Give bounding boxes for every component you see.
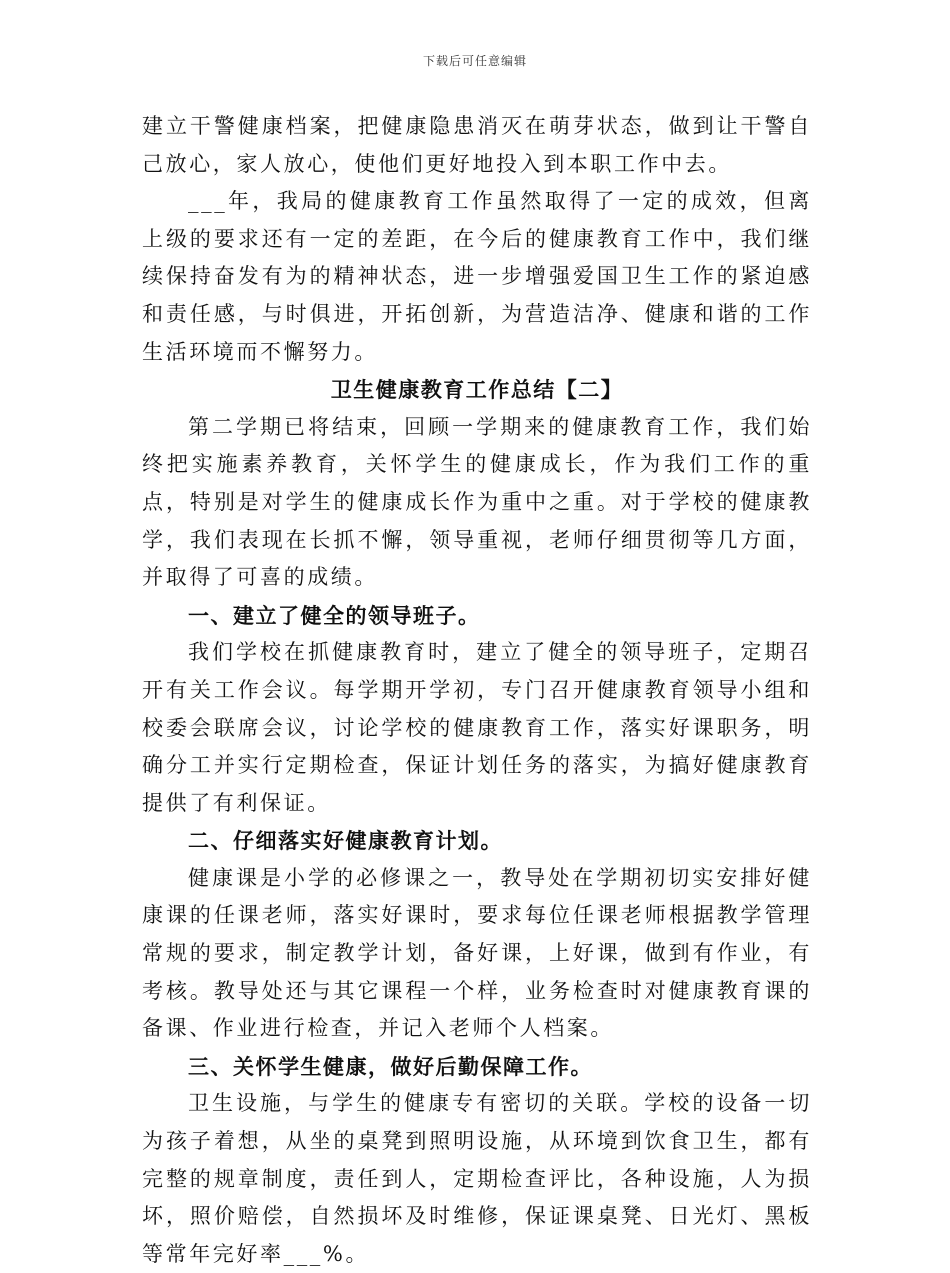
paragraph-continued: 建立干警健康档案，把健康隐患消灭在萌芽状态，做到让干警自己放心，家人放心，使他们更好地投入到本职工作中去。 <box>142 114 812 176</box>
page-header-note: 下载后可任意编辑 <box>422 54 527 68</box>
paragraph-plan: 健康课是小学的必修课之一，教导处在学期初切实安排好健康课的任课老师，落实好课时，要求每位任课老师根据教学管理常规的要求，制定教学计划，备好课，上好课，做到有作业，有考核。教导处还与其它课程一个样，业务检查时对健康教育课的备课、作业进行检查，并记入老师个人档案。 <box>142 865 812 1041</box>
paragraph-year-summary: ___年，我局的健康教育工作虽然取得了一定的成效，但离上级的要求还有一定的差距，在今后的健康教育工作中，我们继续保持奋发有为的精神状态，进一步增强爱国卫生工作的紧迫感和责任感，与时俱进，开拓创新，为营造洁净、健康和谐的工作生活环境而不懈努力。 <box>142 189 812 364</box>
section-title: 卫生健康教育工作总结【二】 <box>330 377 624 403</box>
subheading-logistics: 三、关怀学生健康，做好后勤保障工作。 <box>188 1053 593 1079</box>
paragraph-logistics: 卫生设施，与学生的健康专有密切的关联。学校的设备一切为孩子着想，从坐的桌凳到照明设施，从环境到饮食卫生，都有完整的规章制度，责任到人，定期检查评比，各种设施，人为损坏，照价赔偿，自然损坏及时维修，保证课桌凳、日光灯、黑板等常年完好率___%。 <box>142 1091 812 1266</box>
paragraph-leadership: 我们学校在抓健康教育时，建立了健全的领导班子，定期召开有关工作会议。每学期开学初，专门召开健康教育领导小组和校委会联席会议，讨论学校的健康教育工作，落实好课职务，明确分工并实行定期检查，保证计划任务的落实，为搞好健康教育提供了有利保证。 <box>142 640 812 815</box>
subheading-leadership: 一、建立了健全的领导班子。 <box>188 602 481 628</box>
document-body <box>142 108 812 1273</box>
subheading-plan: 二、仔细落实好健康教育计划。 <box>188 828 503 854</box>
paragraph-intro: 第二学期已将结束，回顾一学期来的健康教育工作，我们始终把实施素养教育，关怀学生的健康成长，作为我们工作的重点，特别是对学生的健康成长作为重中之重。对于学校的健康教学，我们表现在长抓不懈，领导重视，老师仔细贯彻等几方面，并取得了可喜的成绩。 <box>142 414 812 590</box>
